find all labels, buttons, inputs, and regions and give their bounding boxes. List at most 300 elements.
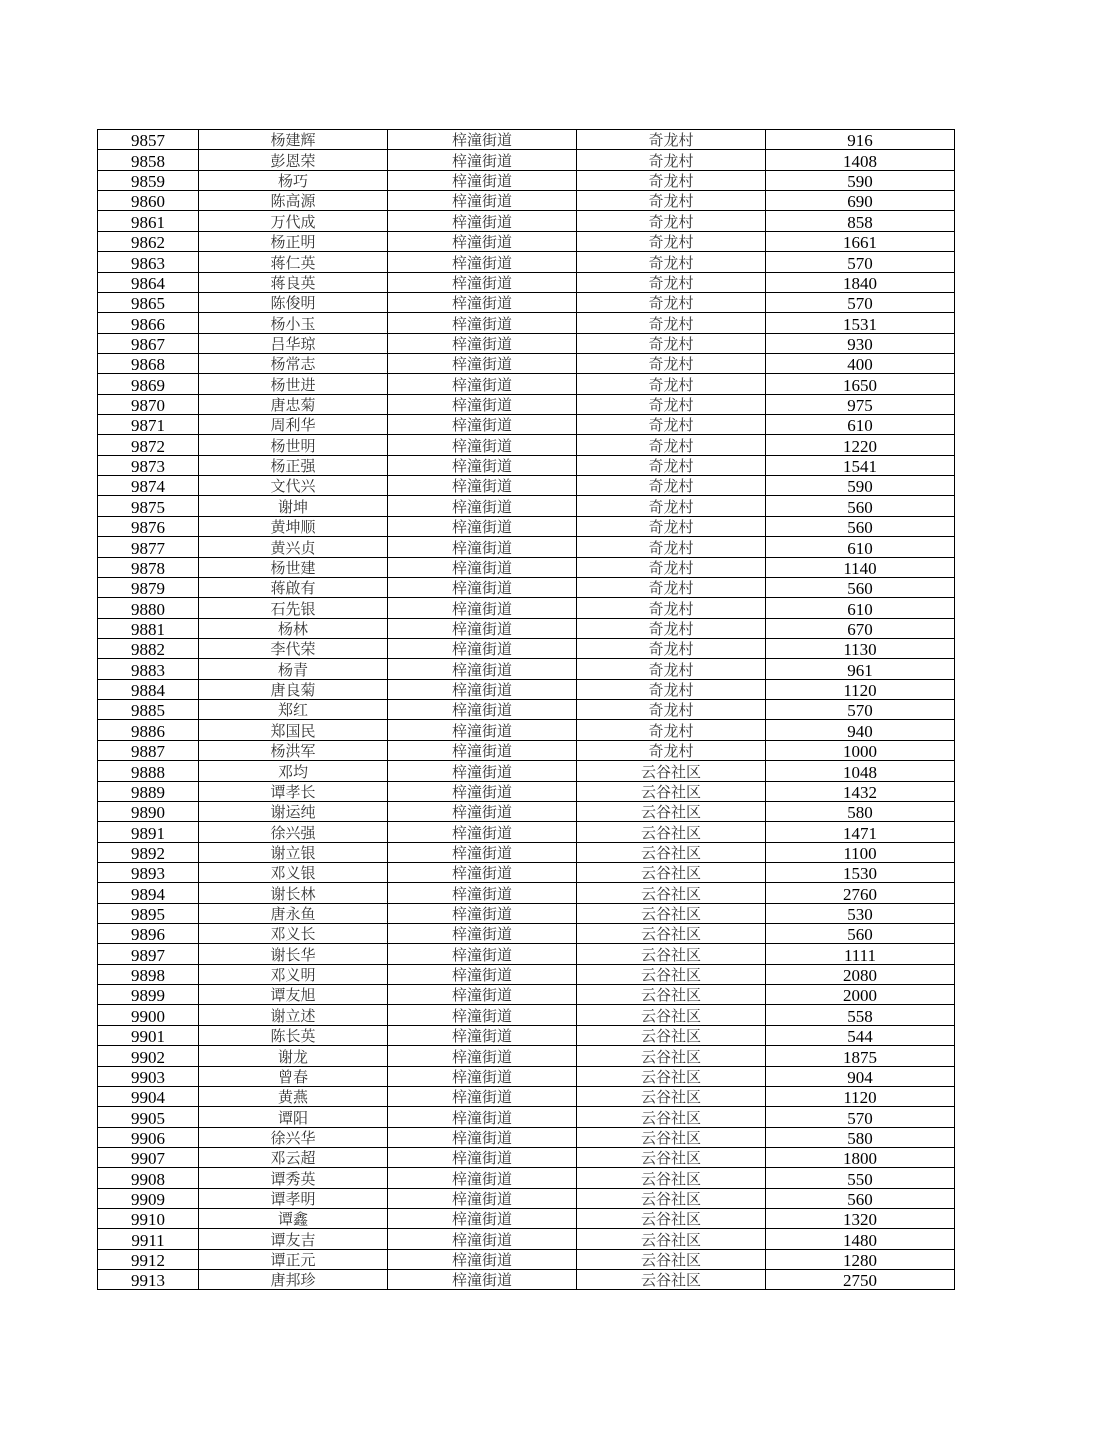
row-number-cell: 9897 <box>98 944 199 964</box>
table-row <box>98 374 955 394</box>
table-row <box>98 842 955 862</box>
row-number-cell: 9888 <box>98 761 199 781</box>
village-cell: 奇龙村 <box>577 516 766 536</box>
name-cell: 谢坤 <box>199 496 388 516</box>
name-cell: 唐邦珍 <box>199 1270 388 1290</box>
name-cell: 杨小玉 <box>199 313 388 333</box>
street-cell: 梓潼街道 <box>388 292 577 312</box>
amount-cell: 1800 <box>766 1147 955 1167</box>
name-cell: 谢运纯 <box>199 801 388 821</box>
row-number-cell: 9881 <box>98 618 199 638</box>
village-cell: 奇龙村 <box>577 598 766 618</box>
amount-cell: 1840 <box>766 272 955 292</box>
table-row <box>98 130 955 150</box>
street-cell: 梓潼街道 <box>388 211 577 231</box>
amount-cell: 1661 <box>766 231 955 251</box>
table-row <box>98 638 955 658</box>
table-row <box>98 313 955 333</box>
table-row <box>98 211 955 231</box>
name-cell: 谭孝长 <box>199 781 388 801</box>
amount-cell: 1120 <box>766 1086 955 1106</box>
village-cell: 云谷社区 <box>577 1249 766 1269</box>
street-cell: 梓潼街道 <box>388 659 577 679</box>
village-cell: 奇龙村 <box>577 394 766 414</box>
amount-cell: 560 <box>766 496 955 516</box>
street-cell: 梓潼街道 <box>388 394 577 414</box>
name-cell: 唐永鱼 <box>199 903 388 923</box>
amount-cell: 610 <box>766 537 955 557</box>
name-cell: 杨世明 <box>199 435 388 455</box>
street-cell: 梓潼街道 <box>388 1147 577 1167</box>
table-row <box>98 1107 955 1127</box>
row-number-cell: 9874 <box>98 476 199 496</box>
street-cell: 梓潼街道 <box>388 638 577 658</box>
street-cell: 梓潼街道 <box>388 964 577 984</box>
name-cell: 徐兴华 <box>199 1127 388 1147</box>
street-cell: 梓潼街道 <box>388 801 577 821</box>
village-cell: 云谷社区 <box>577 883 766 903</box>
table-row <box>98 985 955 1005</box>
table-row <box>98 272 955 292</box>
amount-cell: 570 <box>766 1107 955 1127</box>
name-cell: 李代荣 <box>199 638 388 658</box>
table-row <box>98 353 955 373</box>
village-cell: 奇龙村 <box>577 292 766 312</box>
row-number-cell: 9869 <box>98 374 199 394</box>
name-cell: 唐忠菊 <box>199 394 388 414</box>
village-cell: 奇龙村 <box>577 679 766 699</box>
name-cell: 邓义明 <box>199 964 388 984</box>
name-cell: 谭秀英 <box>199 1168 388 1188</box>
name-cell: 徐兴强 <box>199 822 388 842</box>
street-cell: 梓潼街道 <box>388 333 577 353</box>
amount-cell: 1541 <box>766 455 955 475</box>
row-number-cell: 9868 <box>98 353 199 373</box>
table-row <box>98 292 955 312</box>
street-cell: 梓潼街道 <box>388 985 577 1005</box>
row-number-cell: 9872 <box>98 435 199 455</box>
row-number-cell: 9870 <box>98 394 199 414</box>
village-cell: 云谷社区 <box>577 822 766 842</box>
table-row <box>98 903 955 923</box>
row-number-cell: 9857 <box>98 130 199 150</box>
row-number-cell: 9908 <box>98 1168 199 1188</box>
village-cell: 奇龙村 <box>577 353 766 373</box>
name-cell: 蒋啟有 <box>199 577 388 597</box>
table-row <box>98 394 955 414</box>
street-cell: 梓潼街道 <box>388 537 577 557</box>
row-number-cell: 9879 <box>98 577 199 597</box>
row-number-cell: 9886 <box>98 720 199 740</box>
street-cell: 梓潼街道 <box>388 1209 577 1229</box>
amount-cell: 690 <box>766 191 955 211</box>
street-cell: 梓潼街道 <box>388 374 577 394</box>
village-cell: 奇龙村 <box>577 150 766 170</box>
name-cell: 万代成 <box>199 211 388 231</box>
name-cell: 陈高源 <box>199 191 388 211</box>
row-number-cell: 9895 <box>98 903 199 923</box>
amount-cell: 1280 <box>766 1249 955 1269</box>
table-row <box>98 944 955 964</box>
village-cell: 奇龙村 <box>577 170 766 190</box>
row-number-cell: 9899 <box>98 985 199 1005</box>
amount-cell: 570 <box>766 700 955 720</box>
street-cell: 梓潼街道 <box>388 415 577 435</box>
street-cell: 梓潼街道 <box>388 231 577 251</box>
row-number-cell: 9873 <box>98 455 199 475</box>
village-cell: 奇龙村 <box>577 638 766 658</box>
name-cell: 杨洪军 <box>199 740 388 760</box>
row-number-cell: 9865 <box>98 292 199 312</box>
street-cell: 梓潼街道 <box>388 1127 577 1147</box>
amount-cell: 1408 <box>766 150 955 170</box>
village-cell: 奇龙村 <box>577 272 766 292</box>
village-cell: 云谷社区 <box>577 1107 766 1127</box>
table-row <box>98 415 955 435</box>
table-row <box>98 496 955 516</box>
street-cell: 梓潼街道 <box>388 618 577 638</box>
street-cell: 梓潼街道 <box>388 700 577 720</box>
street-cell: 梓潼街道 <box>388 1107 577 1127</box>
village-cell: 奇龙村 <box>577 476 766 496</box>
table-row <box>98 740 955 760</box>
street-cell: 梓潼街道 <box>388 1005 577 1025</box>
amount-cell: 1471 <box>766 822 955 842</box>
table-row <box>98 1168 955 1188</box>
amount-cell: 2080 <box>766 964 955 984</box>
village-cell: 云谷社区 <box>577 801 766 821</box>
village-cell: 云谷社区 <box>577 1270 766 1290</box>
village-cell: 云谷社区 <box>577 964 766 984</box>
village-cell: 云谷社区 <box>577 1147 766 1167</box>
name-cell: 陈长英 <box>199 1025 388 1045</box>
name-cell: 谢长林 <box>199 883 388 903</box>
name-cell: 黄兴贞 <box>199 537 388 557</box>
street-cell: 梓潼街道 <box>388 862 577 882</box>
village-cell: 奇龙村 <box>577 577 766 597</box>
table-row <box>98 150 955 170</box>
row-number-cell: 9860 <box>98 191 199 211</box>
village-cell: 奇龙村 <box>577 211 766 231</box>
row-number-cell: 9901 <box>98 1025 199 1045</box>
street-cell: 梓潼街道 <box>388 944 577 964</box>
table-row <box>98 964 955 984</box>
street-cell: 梓潼街道 <box>388 740 577 760</box>
village-cell: 云谷社区 <box>577 924 766 944</box>
amount-cell: 1000 <box>766 740 955 760</box>
amount-cell: 858 <box>766 211 955 231</box>
name-cell: 谢立银 <box>199 842 388 862</box>
village-cell: 云谷社区 <box>577 1005 766 1025</box>
row-number-cell: 9858 <box>98 150 199 170</box>
village-cell: 云谷社区 <box>577 761 766 781</box>
name-cell: 谭鑫 <box>199 1209 388 1229</box>
row-number-cell: 9867 <box>98 333 199 353</box>
village-cell: 奇龙村 <box>577 557 766 577</box>
name-cell: 吕华琼 <box>199 333 388 353</box>
street-cell: 梓潼街道 <box>388 1025 577 1045</box>
village-cell: 云谷社区 <box>577 862 766 882</box>
name-cell: 黄燕 <box>199 1086 388 1106</box>
village-cell: 奇龙村 <box>577 700 766 720</box>
row-number-cell: 9896 <box>98 924 199 944</box>
street-cell: 梓潼街道 <box>388 720 577 740</box>
street-cell: 梓潼街道 <box>388 313 577 333</box>
name-cell: 蒋仁英 <box>199 252 388 272</box>
name-cell: 杨正明 <box>199 231 388 251</box>
row-number-cell: 9903 <box>98 1066 199 1086</box>
table-row <box>98 761 955 781</box>
name-cell: 邓义银 <box>199 862 388 882</box>
table-row <box>98 822 955 842</box>
amount-cell: 1530 <box>766 862 955 882</box>
name-cell: 杨建辉 <box>199 130 388 150</box>
amount-cell: 570 <box>766 252 955 272</box>
row-number-cell: 9877 <box>98 537 199 557</box>
table-row <box>98 883 955 903</box>
name-cell: 石先银 <box>199 598 388 618</box>
street-cell: 梓潼街道 <box>388 557 577 577</box>
row-number-cell: 9891 <box>98 822 199 842</box>
village-cell: 奇龙村 <box>577 252 766 272</box>
amount-cell: 940 <box>766 720 955 740</box>
amount-cell: 1875 <box>766 1046 955 1066</box>
village-cell: 奇龙村 <box>577 537 766 557</box>
village-cell: 奇龙村 <box>577 313 766 333</box>
amount-cell: 1111 <box>766 944 955 964</box>
row-number-cell: 9904 <box>98 1086 199 1106</box>
row-number-cell: 9912 <box>98 1249 199 1269</box>
table-row <box>98 516 955 536</box>
table-row <box>98 1066 955 1086</box>
table-row <box>98 1249 955 1269</box>
village-cell: 奇龙村 <box>577 659 766 679</box>
amount-cell: 1048 <box>766 761 955 781</box>
amount-cell: 1650 <box>766 374 955 394</box>
table-row <box>98 1209 955 1229</box>
name-cell: 黄坤顺 <box>199 516 388 536</box>
table-row <box>98 476 955 496</box>
street-cell: 梓潼街道 <box>388 1086 577 1106</box>
row-number-cell: 9859 <box>98 170 199 190</box>
amount-cell: 530 <box>766 903 955 923</box>
amount-cell: 560 <box>766 516 955 536</box>
row-number-cell: 9864 <box>98 272 199 292</box>
village-cell: 奇龙村 <box>577 231 766 251</box>
data-table <box>97 129 955 1290</box>
village-cell: 云谷社区 <box>577 903 766 923</box>
village-cell: 云谷社区 <box>577 1188 766 1208</box>
amount-cell: 400 <box>766 353 955 373</box>
table-row <box>98 577 955 597</box>
street-cell: 梓潼街道 <box>388 781 577 801</box>
street-cell: 梓潼街道 <box>388 1188 577 1208</box>
amount-cell: 550 <box>766 1168 955 1188</box>
village-cell: 云谷社区 <box>577 1168 766 1188</box>
amount-cell: 904 <box>766 1066 955 1086</box>
row-number-cell: 9883 <box>98 659 199 679</box>
name-cell: 谭正元 <box>199 1249 388 1269</box>
name-cell: 蒋良英 <box>199 272 388 292</box>
row-number-cell: 9861 <box>98 211 199 231</box>
amount-cell: 975 <box>766 394 955 414</box>
amount-cell: 930 <box>766 333 955 353</box>
street-cell: 梓潼街道 <box>388 353 577 373</box>
village-cell: 云谷社区 <box>577 1086 766 1106</box>
village-cell: 云谷社区 <box>577 1209 766 1229</box>
amount-cell: 1140 <box>766 557 955 577</box>
village-cell: 云谷社区 <box>577 842 766 862</box>
row-number-cell: 9902 <box>98 1046 199 1066</box>
amount-cell: 961 <box>766 659 955 679</box>
village-cell: 奇龙村 <box>577 618 766 638</box>
row-number-cell: 9892 <box>98 842 199 862</box>
street-cell: 梓潼街道 <box>388 191 577 211</box>
amount-cell: 2000 <box>766 985 955 1005</box>
village-cell: 云谷社区 <box>577 1127 766 1147</box>
table-row <box>98 435 955 455</box>
table-row <box>98 1270 955 1290</box>
table-row <box>98 659 955 679</box>
name-cell: 文代兴 <box>199 476 388 496</box>
table-row <box>98 679 955 699</box>
street-cell: 梓潼街道 <box>388 150 577 170</box>
amount-cell: 580 <box>766 801 955 821</box>
name-cell: 杨巧 <box>199 170 388 190</box>
name-cell: 曾春 <box>199 1066 388 1086</box>
row-number-cell: 9880 <box>98 598 199 618</box>
street-cell: 梓潼街道 <box>388 1046 577 1066</box>
name-cell: 彭恩荣 <box>199 150 388 170</box>
name-cell: 邓均 <box>199 761 388 781</box>
table-row <box>98 924 955 944</box>
table-row <box>98 1147 955 1167</box>
name-cell: 谭孝明 <box>199 1188 388 1208</box>
amount-cell: 916 <box>766 130 955 150</box>
row-number-cell: 9894 <box>98 883 199 903</box>
amount-cell: 610 <box>766 598 955 618</box>
street-cell: 梓潼街道 <box>388 272 577 292</box>
name-cell: 周利华 <box>199 415 388 435</box>
amount-cell: 610 <box>766 415 955 435</box>
name-cell: 唐良菊 <box>199 679 388 699</box>
street-cell: 梓潼街道 <box>388 903 577 923</box>
village-cell: 云谷社区 <box>577 1066 766 1086</box>
name-cell: 谢长华 <box>199 944 388 964</box>
amount-cell: 670 <box>766 618 955 638</box>
row-number-cell: 9878 <box>98 557 199 577</box>
amount-cell: 1432 <box>766 781 955 801</box>
village-cell: 云谷社区 <box>577 985 766 1005</box>
table-row <box>98 191 955 211</box>
name-cell: 杨正强 <box>199 455 388 475</box>
street-cell: 梓潼街道 <box>388 130 577 150</box>
row-number-cell: 9887 <box>98 740 199 760</box>
amount-cell: 558 <box>766 1005 955 1025</box>
amount-cell: 590 <box>766 476 955 496</box>
amount-cell: 1480 <box>766 1229 955 1249</box>
street-cell: 梓潼街道 <box>388 516 577 536</box>
row-number-cell: 9913 <box>98 1270 199 1290</box>
street-cell: 梓潼街道 <box>388 883 577 903</box>
village-cell: 奇龙村 <box>577 191 766 211</box>
table-row <box>98 1005 955 1025</box>
row-number-cell: 9909 <box>98 1188 199 1208</box>
village-cell: 奇龙村 <box>577 455 766 475</box>
name-cell: 谭阳 <box>199 1107 388 1127</box>
table-row <box>98 801 955 821</box>
name-cell: 谭友旭 <box>199 985 388 1005</box>
row-number-cell: 9876 <box>98 516 199 536</box>
name-cell: 谢龙 <box>199 1046 388 1066</box>
village-cell: 云谷社区 <box>577 781 766 801</box>
amount-cell: 560 <box>766 1188 955 1208</box>
name-cell: 郑国民 <box>199 720 388 740</box>
street-cell: 梓潼街道 <box>388 455 577 475</box>
row-number-cell: 9910 <box>98 1209 199 1229</box>
amount-cell: 2760 <box>766 883 955 903</box>
village-cell: 奇龙村 <box>577 130 766 150</box>
street-cell: 梓潼街道 <box>388 435 577 455</box>
village-cell: 奇龙村 <box>577 720 766 740</box>
amount-cell: 580 <box>766 1127 955 1147</box>
amount-cell: 560 <box>766 924 955 944</box>
street-cell: 梓潼街道 <box>388 1229 577 1249</box>
street-cell: 梓潼街道 <box>388 842 577 862</box>
street-cell: 梓潼街道 <box>388 496 577 516</box>
table-row <box>98 333 955 353</box>
table-row <box>98 781 955 801</box>
name-cell: 杨世进 <box>199 374 388 394</box>
table-row <box>98 700 955 720</box>
street-cell: 梓潼街道 <box>388 924 577 944</box>
village-cell: 奇龙村 <box>577 740 766 760</box>
village-cell: 奇龙村 <box>577 415 766 435</box>
row-number-cell: 9889 <box>98 781 199 801</box>
village-cell: 奇龙村 <box>577 333 766 353</box>
street-cell: 梓潼街道 <box>388 761 577 781</box>
table-row <box>98 557 955 577</box>
table-row <box>98 1046 955 1066</box>
name-cell: 杨青 <box>199 659 388 679</box>
street-cell: 梓潼街道 <box>388 598 577 618</box>
street-cell: 梓潼街道 <box>388 1270 577 1290</box>
amount-cell: 2750 <box>766 1270 955 1290</box>
table-body <box>98 130 955 1290</box>
table-row <box>98 1127 955 1147</box>
street-cell: 梓潼街道 <box>388 679 577 699</box>
row-number-cell: 9890 <box>98 801 199 821</box>
table-row <box>98 1229 955 1249</box>
amount-cell: 1130 <box>766 638 955 658</box>
table-row <box>98 618 955 638</box>
row-number-cell: 9911 <box>98 1229 199 1249</box>
amount-cell: 560 <box>766 577 955 597</box>
name-cell: 郑红 <box>199 700 388 720</box>
amount-cell: 544 <box>766 1025 955 1045</box>
amount-cell: 1100 <box>766 842 955 862</box>
row-number-cell: 9893 <box>98 862 199 882</box>
village-cell: 奇龙村 <box>577 374 766 394</box>
name-cell: 陈俊明 <box>199 292 388 312</box>
row-number-cell: 9875 <box>98 496 199 516</box>
table-row <box>98 231 955 251</box>
village-cell: 奇龙村 <box>577 435 766 455</box>
street-cell: 梓潼街道 <box>388 822 577 842</box>
row-number-cell: 9885 <box>98 700 199 720</box>
row-number-cell: 9866 <box>98 313 199 333</box>
row-number-cell: 9871 <box>98 415 199 435</box>
